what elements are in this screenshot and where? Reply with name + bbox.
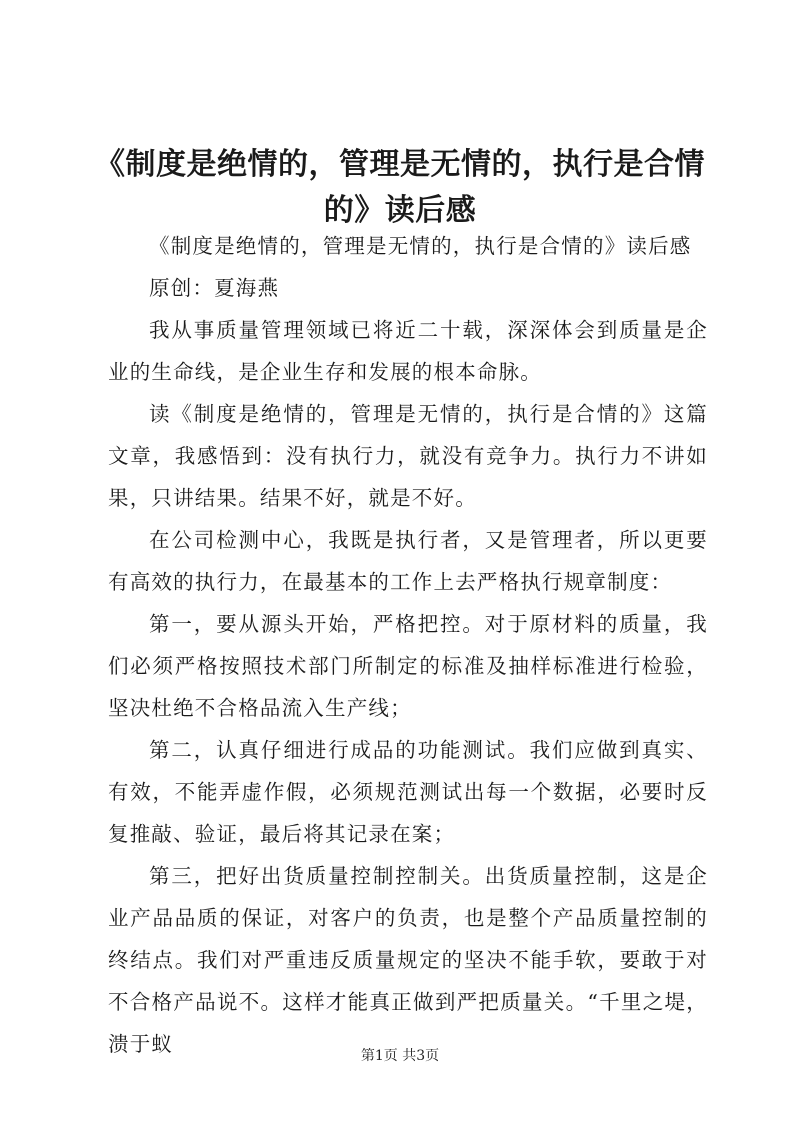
body-paragraph: 我从事质量管理领域已将近二十载，深深体会到质量是企业的生命线，是企业生存和发展的根本命脉。 (108, 318, 708, 384)
page-footer: 第1页 共3页 (360, 1048, 440, 1064)
document-body (108, 225, 708, 1065)
author-line: 原创：夏海燕 (149, 276, 280, 300)
body-paragraph: 在公司检测中心，我既是执行者，又是管理者，所以更要有高效的执行力，在最基本的工作上去严格执行规章制度： (108, 528, 708, 594)
body-paragraph: 第二，认真仔细进行成品的功能测试。我们应做到真实、有效，不能弄虚作假，必须规范测试出每一个数据，必要时反复推敲、验证，最后将其记录在案； (108, 738, 708, 846)
subtitle-paragraph: 《制度是绝情的，管理是无情的，执行是合情的》读后感 (149, 234, 692, 258)
body-paragraph: 第一，要从源头开始，严格把控。对于原材料的质量，我们必须严格按照技术部门所制定的标准及抽样标准进行检验，坚决杜绝不合格品流入生产线； (108, 612, 708, 720)
body-paragraph: 读《制度是绝情的，管理是无情的，执行是合情的》这篇文章，我感悟到：没有执行力，就没有竞争力。执行力不讲如果，只讲结果。结果不好，就是不好。 (108, 402, 708, 510)
document-title: 《制度是绝情的，管理是无情的，执行是合情的》读后感 (95, 147, 705, 228)
body-paragraph: 第三，把好出货质量控制控制关。出货质量控制，这是企业产品品质的保证，对客户的负责，也是整个产品质量控制的终结点。我们对严重违反质量规定的坚决不能手软，要敢于对不合格产品说不。这样才能真正做到严把质量关。“千里之堤，溃于蚁 (108, 864, 708, 1056)
